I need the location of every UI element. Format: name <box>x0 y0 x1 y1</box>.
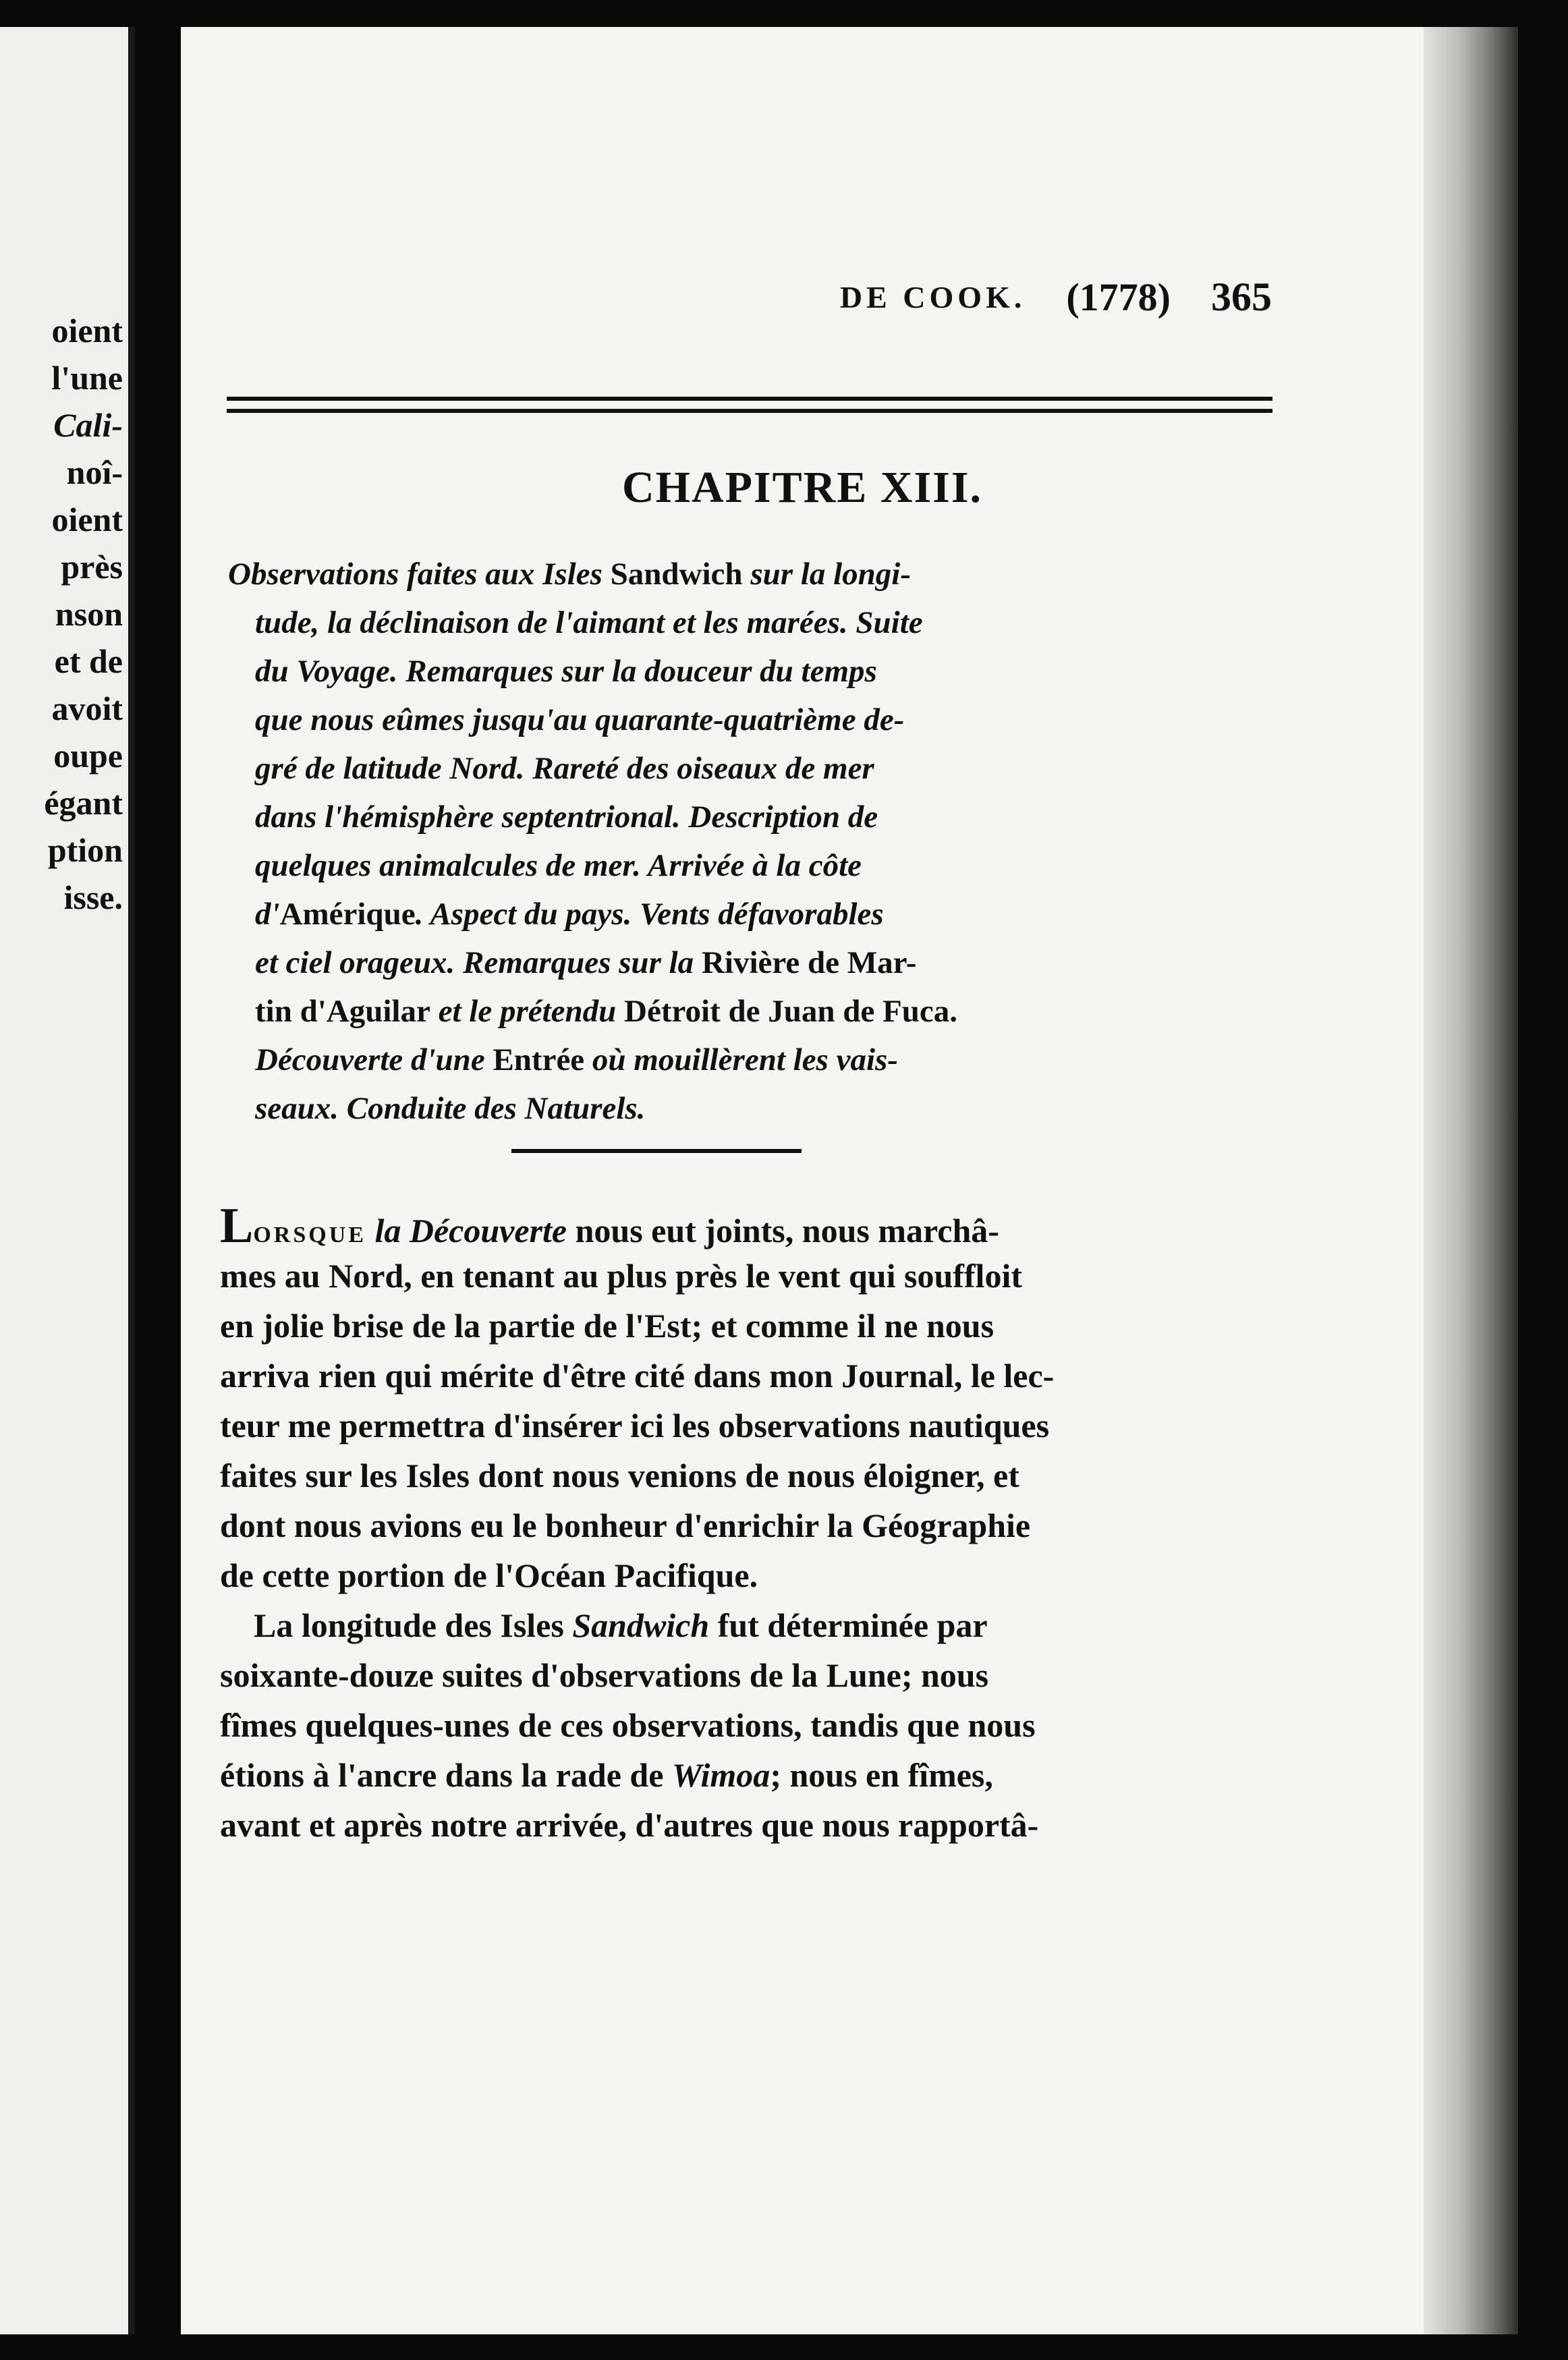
summary-line <box>228 744 1267 793</box>
previous-page-fragment: oient <box>51 312 123 349</box>
summary-line <box>228 793 1267 841</box>
summary-segment: tude, la déclinaison de l'aimant et les marées. Suite <box>255 605 923 640</box>
body-segment: La longitude des Isles <box>254 1606 573 1644</box>
previous-page-fragment: oupe <box>53 737 123 775</box>
body-line <box>220 1750 1272 1800</box>
previous-page-fragment: nson <box>55 595 123 633</box>
body-line <box>220 1401 1272 1451</box>
body-line <box>220 1251 1272 1301</box>
body-segment: de cette portion de l'Océan Pacifique. <box>220 1556 758 1594</box>
body-segment: Wimoa <box>671 1756 771 1794</box>
small-caps-word: ORSQUE <box>253 1223 366 1247</box>
drop-cap: L <box>220 1198 254 1254</box>
summary-segment: Sandwich <box>610 557 743 592</box>
body-line <box>220 1301 1272 1351</box>
summary-segment: quelques animalcules de mer. Arrivée à la côte <box>255 848 862 883</box>
chapter-summary <box>228 550 1267 1133</box>
summary-line <box>228 1036 1267 1084</box>
summary-segment: tin d'Aguilar <box>255 994 430 1029</box>
summary-segment: seaux. Conduite des Naturels. <box>255 1091 646 1126</box>
summary-segment: Rivière de Mar- <box>701 945 917 980</box>
summary-segment: sur la longi- <box>742 557 911 592</box>
page-edge-shadow <box>1424 27 1518 2334</box>
header-double-rule <box>227 397 1272 413</box>
body-line <box>220 1351 1272 1401</box>
previous-page-fragment: oient <box>51 501 123 538</box>
chapter-title: CHAPITRE XIII. <box>621 463 983 512</box>
summary-segment: Détroit de Juan de Fuca. <box>624 994 957 1029</box>
summary-line <box>228 598 1267 647</box>
previous-page-fragment: et de <box>54 642 123 680</box>
body-segment <box>366 1212 375 1249</box>
body-segment: mes au Nord, en tenant au plus près le vent qui souffloit <box>220 1257 1022 1295</box>
body-line <box>220 1600 1272 1650</box>
body-segment: ; nous en fîmes, <box>770 1756 993 1794</box>
previous-page-edge <box>0 27 135 2334</box>
summary-segment: que nous eûmes jusqu'au quarante-quatrième de- <box>255 702 905 737</box>
body-text <box>220 1198 1272 1850</box>
page-number: 365 <box>1211 274 1272 319</box>
body-segment: dont nous avions eu le bonheur d'enrichir la Géographie <box>220 1507 1031 1544</box>
summary-segment: et le prétendu <box>430 994 625 1029</box>
body-segment: fîmes quelques-unes de ces observations, tandis que nous <box>220 1706 1036 1744</box>
body-line <box>220 1650 1272 1700</box>
summary-line <box>228 647 1267 696</box>
previous-page-fragment: ption <box>47 831 123 869</box>
body-segment: fut déterminée par <box>709 1606 988 1644</box>
summary-line <box>228 550 1267 598</box>
running-title: DE COOK. <box>839 279 1026 314</box>
summary-segment: Entrée <box>493 1042 585 1077</box>
summary-line <box>228 841 1267 890</box>
previous-page-fragment: isse. <box>63 878 123 916</box>
section-divider <box>511 1149 802 1153</box>
body-segment: teur me permettra d'insérer ici les observations nautiques <box>220 1407 1050 1444</box>
body-line <box>220 1700 1272 1750</box>
book-page <box>181 27 1424 2334</box>
summary-segment: . Aspect du pays. Vents défavorables <box>415 897 884 932</box>
summary-segment: Observations faites aux Isles <box>228 557 611 592</box>
summary-segment: d' <box>255 897 280 932</box>
body-segment: arriva rien qui mérite d'être cité dans mon Journal, le lec- <box>220 1357 1055 1395</box>
body-segment: soixante-douze suites d'observations de la Lune; nous <box>220 1656 989 1694</box>
summary-segment: Découverte d'une <box>255 1042 493 1077</box>
summary-line <box>228 938 1267 987</box>
previous-page-fragment: égant <box>44 784 123 822</box>
previous-page-fragment: avoit <box>51 690 123 727</box>
body-line <box>220 1800 1272 1850</box>
previous-page-fragment: Cali- <box>53 406 123 444</box>
summary-line <box>228 696 1267 744</box>
body-line <box>220 1550 1272 1600</box>
body-segment: étions à l'ancre dans la rade de <box>220 1756 672 1794</box>
previous-page-fragment: noî- <box>66 453 123 491</box>
summary-line <box>228 987 1267 1036</box>
summary-line <box>228 890 1267 938</box>
summary-segment: dans l'hémisphère septentrional. Description de <box>255 799 878 835</box>
body-segment: la Découverte <box>374 1212 567 1249</box>
summary-segment: et ciel orageux. Remarques sur la <box>255 945 702 980</box>
header-year: (1778) <box>1066 275 1171 319</box>
body-segment: avant et après notre arrivée, d'autres que nous rapportâ- <box>220 1806 1039 1844</box>
body-segment: nous eut joints, nous marchâ- <box>567 1212 999 1249</box>
body-segment: Sandwich <box>572 1606 710 1644</box>
summary-segment: du Voyage. Remarques sur la douceur du temps <box>255 654 877 689</box>
body-segment: en jolie brise de la partie de l'Est; et comme il ne nous <box>220 1307 995 1345</box>
previous-page-fragment: près <box>61 548 123 586</box>
summary-segment: Amérique <box>279 897 416 932</box>
body-line <box>220 1198 1272 1254</box>
summary-segment: où mouillèrent les vais- <box>584 1042 898 1077</box>
previous-page-fragment: l'une <box>51 359 123 397</box>
summary-segment: gré de latitude Nord. Rareté des oiseaux de mer <box>255 751 874 786</box>
summary-line <box>228 1084 1267 1133</box>
body-segment: faites sur les Isles dont nous venions de nous éloigner, et <box>220 1457 1019 1494</box>
body-line <box>220 1451 1272 1500</box>
body-line <box>220 1500 1272 1550</box>
running-header <box>181 260 1272 334</box>
